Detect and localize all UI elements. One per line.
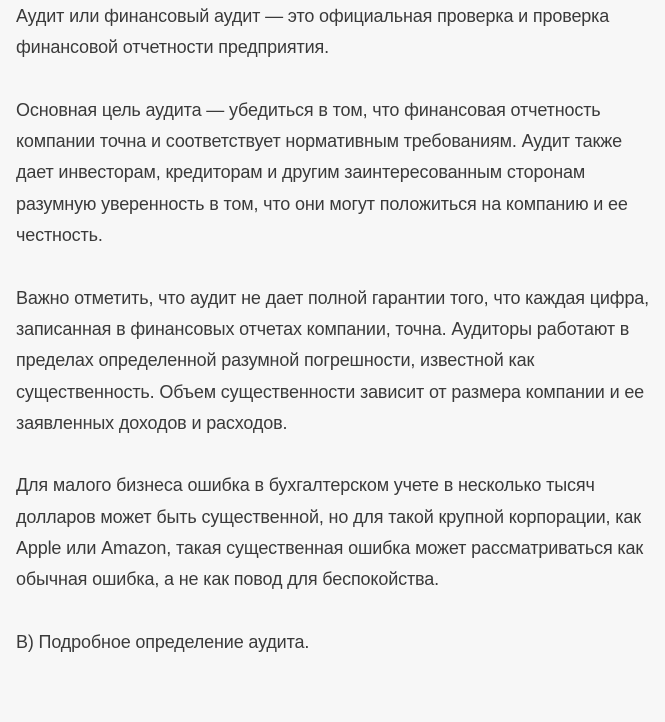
paragraph-business-example: Для малого бизнеса ошибка в бухгалтерском учете в несколько тысяч долларов может быть существенной, но для такой крупной корпорации, как Apple или Amazon, такая существенная ошибка может рассматриваться как обычная ошибка, а не как повод для беспокойства.: [16, 475, 644, 590]
paragraph-materiality: Важно отметить, что аудит не дает полной гарантии того, что каждая цифра, записанная в финансовых отчетах компании, точна. Аудиторы работают в пределах определенной разумной погрешности, известной как существенность. Объем существенности зависит от размера компании и ее заявленных доходов и расходов.: [16, 287, 650, 433]
paragraph-audit-definition: Аудит или финансовый аудит — это официальная проверка и проверка финансовой отчетности предприятия.: [16, 6, 610, 58]
paragraph-audit-goal: Основная цель аудита — убедиться в том, что финансовая отчетность компании точна и соответствует нормативным требованиям. Аудит также дает инвесторам, кредиторам и другим заинтересованным сторонам разумную уверенность в том, что они могут положиться на компанию и ее честность.: [16, 99, 628, 246]
section-heading-detailed-definition: B) Подробное определение аудита.: [16, 631, 310, 652]
